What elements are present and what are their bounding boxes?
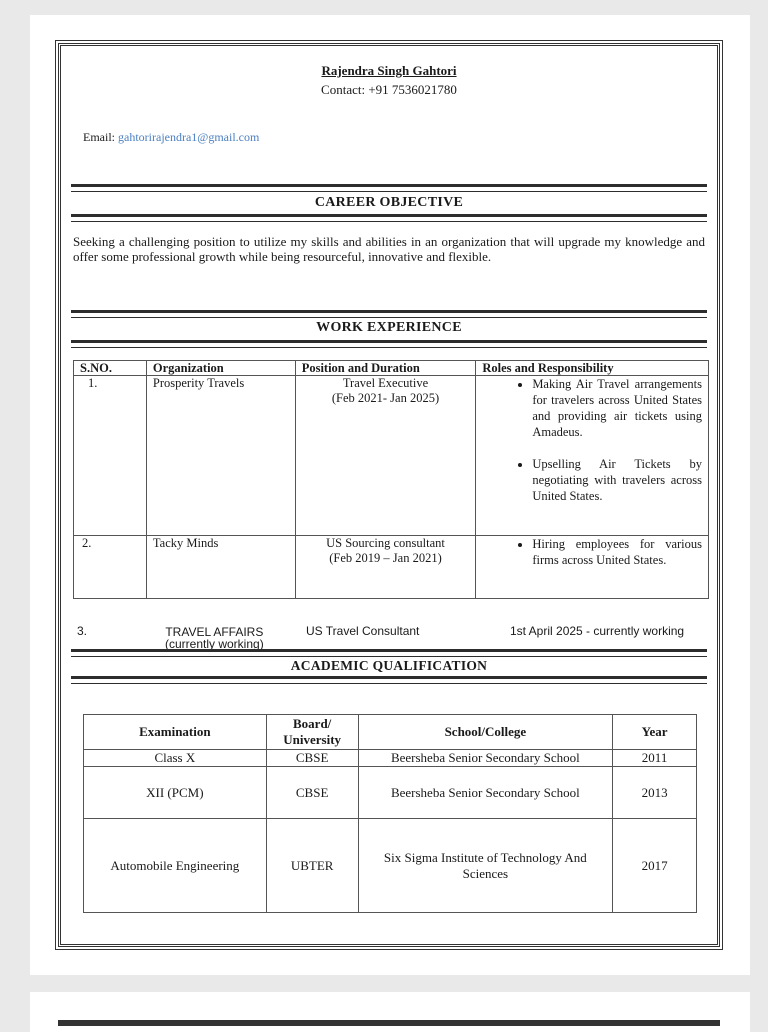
school-cell: Beersheba Senior Secondary School: [358, 750, 613, 767]
extra-row-sno: 3.: [77, 624, 88, 638]
extra-row-org-note: (currently working): [165, 637, 264, 651]
candidate-name: Rajendra Singh Gahtori: [321, 63, 457, 78]
academic-table: [83, 714, 697, 913]
work-experience-heading: WORK EXPERIENCE: [316, 320, 462, 335]
extra-row-position: US Travel Consultant: [306, 624, 420, 638]
position-title: Travel Executive: [342, 376, 429, 390]
email-label: Email:: [83, 130, 115, 144]
school-cell: Beersheba Senior Secondary School: [358, 767, 613, 819]
board-cell: UBTER: [266, 819, 358, 913]
extra-row-org-name: TRAVEL AFFAIRS: [165, 625, 264, 639]
board-cell: CBSE: [266, 750, 358, 767]
roles-cell: [476, 376, 709, 536]
page-border: [58, 1020, 720, 1026]
page-border: [58, 43, 720, 947]
column-header: Position and Duration: [295, 361, 476, 376]
resume-page-2: [30, 992, 750, 1032]
section-rule: [71, 184, 707, 192]
section-rule: [71, 310, 707, 318]
email-link[interactable]: gahtorirajendra1@gmail.com: [118, 130, 260, 144]
resume-page-1: [30, 15, 750, 975]
section-rule: [71, 340, 707, 348]
column-header: Examination: [84, 715, 267, 750]
exam-cell: Class X: [84, 750, 267, 767]
contact-number: Contact: +91 7536021780: [321, 82, 457, 97]
column-header: Roles and Responsibility: [476, 361, 709, 376]
position-duration: (Feb 2021- Jan 2025): [331, 391, 440, 405]
roles-cell: [476, 536, 709, 599]
column-header: Board/ University: [266, 715, 358, 750]
school-cell: Six Sigma Institute of Technology And Sciences: [358, 819, 613, 913]
organization-cell: Tacky Minds: [146, 536, 295, 599]
year-cell: 2017: [613, 819, 697, 913]
column-header: Year: [613, 715, 697, 750]
column-header: S.NO.: [74, 361, 147, 376]
board-cell: CBSE: [266, 767, 358, 819]
position-title: US Sourcing consultant: [326, 536, 445, 550]
role-item: • Making Air Travel arrangements for travelers across United States and providing air tickets using Amadeus.: [532, 376, 702, 440]
section-rule: [71, 649, 707, 657]
exam-cell: Automobile Engineering: [84, 819, 267, 913]
column-header: Organization: [146, 361, 295, 376]
sno-cell: 1.: [74, 376, 147, 536]
academic-qualification-heading: ACADEMIC QUALIFICATION: [290, 658, 488, 673]
table-header-row: [74, 361, 709, 376]
extra-row-duration: 1st April 2025 - currently working: [510, 624, 685, 638]
position-duration: (Feb 2019 – Jan 2021): [329, 551, 442, 565]
roles-list: [482, 536, 702, 568]
sno-cell: 2.: [74, 536, 147, 599]
role-item: • Hiring employees for various firms across United States.: [532, 536, 702, 568]
table-row: [84, 767, 697, 819]
exam-cell: XII (PCM): [84, 767, 267, 819]
table-row: [74, 536, 709, 599]
column-header: School/College: [358, 715, 613, 750]
career-objective-text: Seeking a challenging position to utilize my skills and abilities in an organization that will upgrade my knowledge and offer some professional growth while being resourceful, innovative and flexible.: [73, 234, 705, 264]
role-item: • Upselling Air Tickets by negotiating with travelers across United States.: [532, 456, 702, 504]
year-cell: 2013: [613, 767, 697, 819]
work-experience-table: [73, 360, 709, 599]
section-rule: [71, 676, 707, 684]
organization-cell: Prosperity Travels: [146, 376, 295, 536]
roles-list: [482, 376, 702, 504]
year-cell: 2011: [613, 750, 697, 767]
extra-row-organization: [165, 626, 264, 650]
position-cell: [295, 536, 476, 599]
position-cell: [295, 376, 476, 536]
table-header-row: [84, 715, 697, 750]
table-row: [84, 750, 697, 767]
email-line: [83, 130, 259, 145]
career-objective-heading: CAREER OBJECTIVE: [314, 195, 464, 210]
table-row: [84, 819, 697, 913]
table-row: [74, 376, 709, 536]
section-rule: [71, 214, 707, 222]
